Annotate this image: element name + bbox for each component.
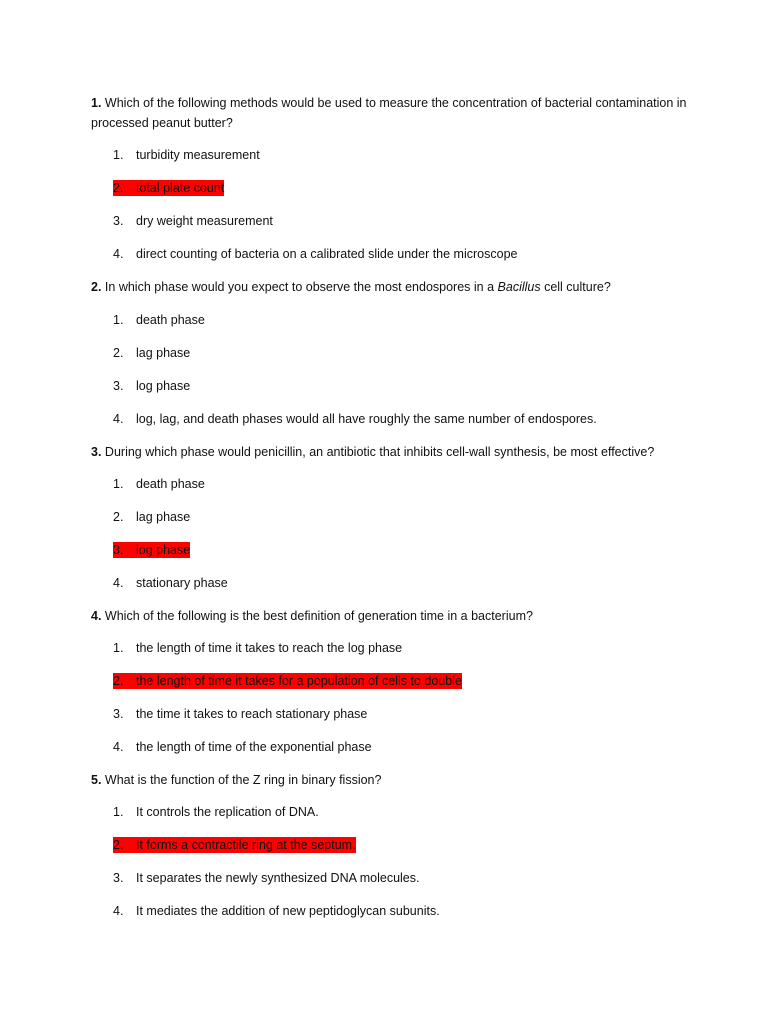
option-number: 2. bbox=[113, 674, 124, 688]
option-text: the time it takes to reach stationary phase bbox=[136, 707, 368, 721]
option-number: 3. bbox=[113, 871, 124, 885]
question-number-period: . bbox=[97, 280, 102, 294]
option-number: 1. bbox=[113, 641, 124, 655]
question-4 bbox=[91, 606, 691, 626]
option-number: 3. bbox=[113, 543, 124, 557]
q3-option-2 bbox=[113, 509, 190, 525]
q4-option-3 bbox=[113, 706, 367, 722]
question-text-before: In which phase would you expect to observe the most endospores in a bbox=[104, 280, 498, 294]
question-number: 2 bbox=[91, 280, 98, 294]
question-number: 5 bbox=[91, 773, 98, 787]
q4-option-2-highlighted bbox=[113, 673, 462, 689]
q5-option-1 bbox=[113, 804, 319, 820]
option-text: the length of time it takes to reach the log phase bbox=[136, 641, 403, 655]
option-text: It forms a contractile ring at the septum. bbox=[136, 838, 356, 852]
option-text: total plate count bbox=[136, 181, 225, 195]
option-text: turbidity measurement bbox=[136, 148, 260, 162]
q5-option-3 bbox=[113, 870, 419, 886]
question-text: Which of the following methods would be used to measure the concentration of bacterial contamination in processed peanut butter? bbox=[91, 96, 687, 130]
option-text: death phase bbox=[136, 313, 205, 327]
option-number: 3. bbox=[113, 707, 124, 721]
question-text-italic: Bacillus bbox=[497, 280, 541, 294]
q1-option-1 bbox=[113, 147, 260, 163]
q2-option-4 bbox=[113, 411, 597, 427]
option-text: lag phase bbox=[136, 510, 191, 524]
question-number-period: . bbox=[97, 445, 102, 459]
q2-option-3 bbox=[113, 378, 190, 394]
option-number: 2. bbox=[113, 346, 124, 360]
option-text: lag phase bbox=[136, 346, 191, 360]
option-number: 1. bbox=[113, 313, 124, 327]
q2-option-2 bbox=[113, 345, 190, 361]
option-number: 4. bbox=[113, 904, 124, 918]
option-number: 2. bbox=[113, 838, 124, 852]
option-text: the length of time it takes for a population of cells to double bbox=[136, 674, 462, 688]
option-number: 4. bbox=[113, 412, 124, 426]
q2-option-1 bbox=[113, 312, 205, 328]
question-text: During which phase would penicillin, an antibiotic that inhibits cell-wall synthesis, be most effective? bbox=[104, 445, 655, 459]
option-text: death phase bbox=[136, 477, 205, 491]
option-text: dry weight measurement bbox=[136, 214, 273, 228]
option-text: It controls the replication of DNA. bbox=[136, 805, 319, 819]
question-text-after: cell culture? bbox=[540, 280, 611, 294]
question-1 bbox=[91, 93, 691, 133]
q5-option-4 bbox=[113, 903, 440, 919]
option-number: 1. bbox=[113, 805, 124, 819]
option-number: 4. bbox=[113, 247, 124, 261]
option-number: 3. bbox=[113, 379, 124, 393]
option-number: 3. bbox=[113, 214, 124, 228]
question-number-period: . bbox=[97, 609, 102, 623]
question-number: 1 bbox=[91, 96, 98, 110]
question-2 bbox=[91, 277, 691, 297]
option-text: the length of time of the exponential phase bbox=[136, 740, 372, 754]
question-number-period: . bbox=[97, 773, 102, 787]
q1-option-2-highlighted bbox=[113, 180, 224, 196]
option-text: It mediates the addition of new peptidoglycan subunits. bbox=[136, 904, 440, 918]
option-text: direct counting of bacteria on a calibrated slide under the microscope bbox=[136, 247, 518, 261]
question-number-period: . bbox=[97, 96, 102, 110]
option-text: log phase bbox=[136, 543, 191, 557]
option-number: 1. bbox=[113, 477, 124, 491]
option-text: log, lag, and death phases would all have roughly the same number of endospores. bbox=[136, 412, 597, 426]
question-text: What is the function of the Z ring in binary fission? bbox=[104, 773, 382, 787]
option-number: 1. bbox=[113, 148, 124, 162]
question-number: 4 bbox=[91, 609, 98, 623]
option-text: log phase bbox=[136, 379, 191, 393]
q4-option-1 bbox=[113, 640, 402, 656]
q1-option-4 bbox=[113, 246, 517, 262]
option-text: It separates the newly synthesized DNA molecules. bbox=[136, 871, 420, 885]
q5-option-2-highlighted bbox=[113, 837, 356, 853]
question-text: Which of the following is the best definition of generation time in a bacterium? bbox=[104, 609, 533, 623]
q3-option-4 bbox=[113, 575, 228, 591]
option-number: 2. bbox=[113, 181, 124, 195]
option-number: 2. bbox=[113, 510, 124, 524]
option-number: 4. bbox=[113, 740, 124, 754]
question-3 bbox=[91, 442, 691, 462]
question-5 bbox=[91, 770, 691, 790]
option-number: 4. bbox=[113, 576, 124, 590]
option-text: stationary phase bbox=[136, 576, 228, 590]
q4-option-4 bbox=[113, 739, 372, 755]
question-number: 3 bbox=[91, 445, 98, 459]
q3-option-3-highlighted bbox=[113, 542, 190, 558]
q1-option-3 bbox=[113, 213, 273, 229]
q3-option-1 bbox=[113, 476, 205, 492]
